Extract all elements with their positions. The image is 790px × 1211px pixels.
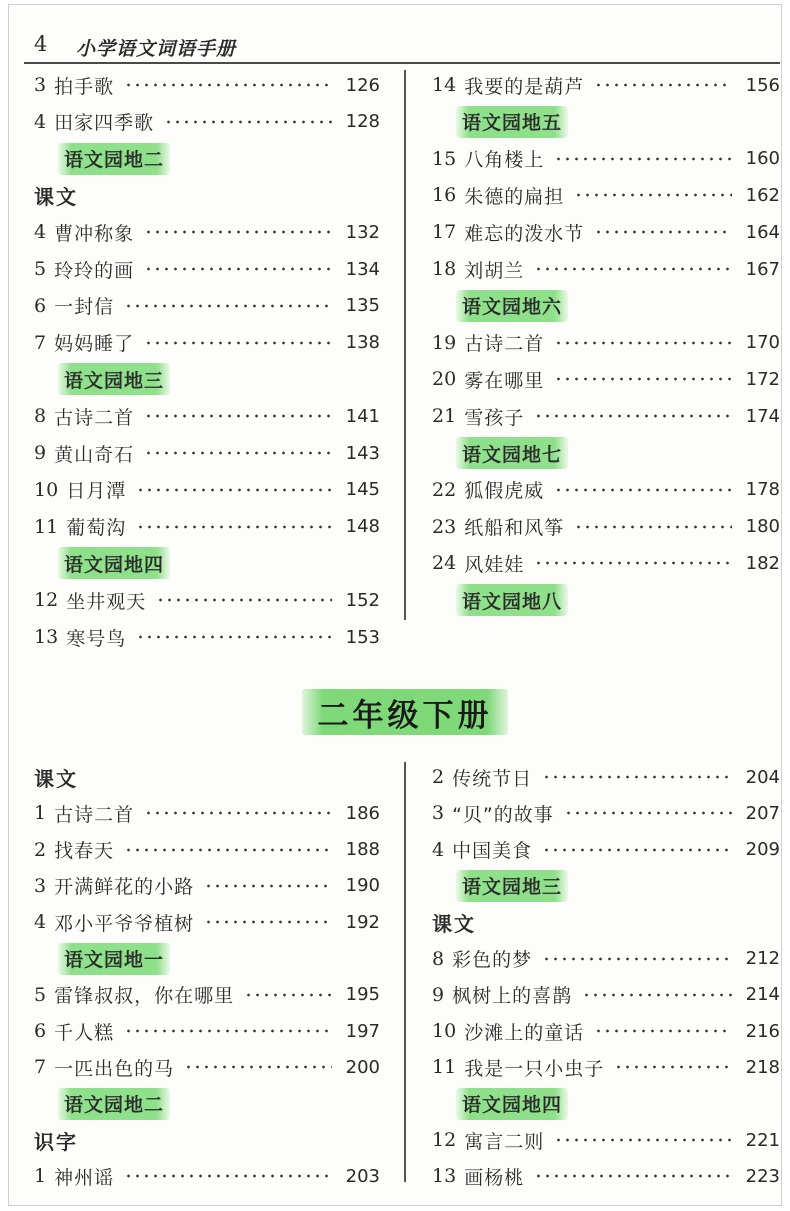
lesson-number: 2: [34, 838, 47, 861]
leader-dots: [144, 267, 332, 271]
leader-dots: [156, 598, 332, 602]
unit-label-highlight: 语文园地二: [58, 1088, 170, 1120]
lesson-number: 12: [432, 1129, 457, 1151]
leader-dots: [124, 1029, 332, 1033]
leader-dots: [574, 193, 732, 197]
lesson-title: 一匹出色的马: [54, 1057, 175, 1080]
toc-entry: [34, 835, 380, 865]
page-ref: 203: [345, 1165, 380, 1187]
lesson-title: 中国美食: [452, 840, 533, 863]
lesson-number: 11: [432, 1056, 457, 1079]
toc-entry: [432, 548, 780, 578]
toc-entry: [34, 798, 380, 828]
leader-dots: [594, 83, 732, 87]
unit-label-highlight: 语文园地三: [58, 363, 170, 395]
lesson-title: 八角楼上: [464, 149, 545, 172]
lesson-title: 一封信: [54, 296, 115, 319]
toc-entry: [432, 1052, 780, 1082]
lesson-title: 拍手歌: [54, 75, 115, 98]
unit-label-highlight: 语文园地一: [58, 943, 170, 975]
unit-label-highlight: 语文园地四: [58, 547, 170, 579]
section-banner: 二年级下册: [302, 689, 508, 735]
toc-entry: [34, 622, 380, 652]
lesson-title: 枫树上的喜鹊: [452, 985, 573, 1008]
leader-dots: [582, 993, 732, 997]
toc-entry: [34, 438, 380, 468]
leader-dots: [594, 230, 732, 234]
page-ref: 221: [745, 1129, 780, 1151]
leader-dots: [594, 1029, 732, 1033]
toc-entry: [34, 328, 380, 358]
toc-entry: [34, 585, 380, 615]
book-title: 小学语文词语手册: [76, 38, 237, 60]
lesson-title: 雾在哪里: [464, 369, 545, 392]
section-heading: 课文: [432, 911, 476, 936]
lesson-number: 7: [34, 1056, 47, 1079]
page-ref: 162: [745, 184, 780, 206]
leader-dots: [534, 561, 732, 565]
lesson-number: 5: [34, 983, 47, 1006]
lesson-title: 雪孩子: [464, 406, 525, 429]
leader-dots: [534, 267, 732, 271]
lesson-number: 13: [432, 1165, 457, 1188]
lesson-number: 20: [432, 368, 457, 391]
lesson-title: 坐井观天: [66, 590, 147, 613]
page-ref: 190: [345, 875, 380, 897]
toc-entry: [432, 217, 780, 247]
page-ref: 204: [745, 766, 780, 788]
page-ref: 214: [745, 984, 780, 1006]
page-ref: 207: [745, 802, 780, 824]
page-ref: 135: [345, 295, 380, 317]
leader-dots: [124, 304, 332, 308]
lesson-number: 16: [432, 184, 457, 207]
lesson-number: 10: [432, 1020, 457, 1043]
leader-dots: [144, 230, 332, 234]
toc-bottom-left-column: [34, 762, 380, 1189]
toc-entry: [432, 70, 780, 100]
leader-dots: [554, 1138, 732, 1142]
lesson-title: 寓言二则: [464, 1130, 545, 1153]
page-ref: 195: [345, 984, 380, 1006]
page-ref: 170: [745, 332, 780, 354]
section-heading: 课文: [34, 184, 78, 209]
lesson-number: 4: [34, 911, 47, 934]
lesson-number: 15: [432, 147, 457, 170]
toc-entry: [34, 1052, 380, 1082]
leader-dots: [136, 635, 332, 639]
toc-entry: [432, 401, 780, 431]
lesson-number: 1: [34, 1165, 47, 1188]
lesson-title: 狐假虎威: [464, 480, 545, 503]
page-number: 4: [34, 32, 48, 56]
toc-entry: [432, 180, 780, 210]
lesson-title: 邓小平爷爷植树: [54, 912, 195, 935]
page-ref: 188: [345, 839, 380, 861]
page-ref: 167: [745, 258, 780, 280]
page-ref: 172: [745, 368, 780, 390]
toc-entry: [432, 1125, 780, 1155]
toc-entry: [432, 254, 780, 284]
leader-dots: [554, 157, 732, 161]
toc-entry: [34, 907, 380, 937]
lesson-number: 11: [34, 515, 59, 538]
lesson-number: 2: [432, 766, 445, 788]
page-ref: 143: [345, 442, 380, 464]
lesson-number: 5: [34, 258, 47, 280]
toc-entry: [34, 512, 380, 542]
toc-entry: [432, 475, 780, 505]
lesson-number: 21: [432, 405, 457, 428]
unit-label-highlight: 语文园地四: [456, 1088, 568, 1120]
toc-entry: [432, 364, 780, 394]
page-ref: 178: [745, 479, 780, 501]
lesson-number: 3: [34, 74, 47, 96]
lesson-title: 难忘的泼水节: [464, 222, 585, 245]
page-ref: 160: [745, 148, 780, 170]
page-ref: 164: [745, 221, 780, 243]
page-header: [24, 30, 780, 64]
toc-entry: [432, 1161, 780, 1191]
toc-entry: [432, 762, 780, 792]
page-ref: 153: [345, 626, 380, 648]
lesson-title: 朱德的扁担: [464, 185, 565, 208]
toc-entry: [34, 291, 380, 321]
unit-label-highlight: 语文园地二: [58, 143, 170, 175]
page-ref: 174: [745, 405, 780, 427]
toc-entry: [432, 944, 780, 974]
lesson-title: 彩色的梦: [452, 949, 533, 971]
toc-entry: [432, 1016, 780, 1046]
lesson-title: 画杨桃: [464, 1166, 525, 1189]
page-ref: 141: [345, 405, 380, 427]
lesson-number: 4: [34, 221, 47, 244]
lesson-title: 葡萄沟: [66, 517, 127, 540]
lesson-title: 刘胡兰: [464, 259, 525, 282]
leader-dots: [204, 920, 332, 924]
lesson-title: 日月潭: [66, 480, 127, 503]
column-divider-bottom: [404, 762, 406, 1182]
leader-dots: [542, 848, 732, 852]
toc-entry: [34, 107, 380, 137]
unit-label-highlight: 语文园地三: [456, 870, 568, 902]
leader-dots: [124, 848, 332, 852]
leader-dots: [574, 525, 732, 529]
lesson-number: 12: [34, 589, 59, 612]
lesson-title: 我是一只小虫子: [464, 1057, 605, 1080]
unit-label-highlight: 语文园地八: [456, 584, 568, 616]
lesson-title: 开满鲜花的小路: [54, 876, 195, 899]
lesson-number: 17: [432, 221, 457, 244]
leader-dots: [124, 83, 332, 87]
lesson-number: 4: [432, 838, 445, 861]
lesson-number: 3: [432, 802, 445, 825]
leader-dots: [136, 525, 332, 529]
leader-dots: [124, 1174, 332, 1178]
lesson-title: 寒号鸟: [66, 627, 127, 650]
leader-dots: [144, 341, 332, 345]
lesson-title: 田家四季歌: [54, 112, 155, 135]
lesson-number: 6: [34, 294, 47, 317]
lesson-number: 9: [432, 983, 445, 1006]
toc-top-right-column: [432, 70, 780, 613]
lesson-title: 黄山奇石: [54, 443, 135, 466]
leader-dots: [144, 414, 332, 418]
lesson-title: 妈妈睡了: [54, 333, 135, 356]
page-ref: 134: [345, 258, 380, 280]
toc-entry: [34, 871, 380, 901]
toc-entry: [34, 475, 380, 505]
page-ref: 128: [345, 111, 380, 133]
lesson-number: 22: [432, 478, 457, 501]
page-ref: 192: [345, 911, 380, 933]
lesson-title: 古诗二首: [54, 803, 135, 826]
lesson-title: 古诗二首: [464, 333, 545, 356]
toc-entry: [432, 328, 780, 358]
lesson-number: 13: [34, 626, 59, 648]
leader-dots: [542, 957, 732, 961]
page-ref: 182: [745, 552, 780, 574]
lesson-title: 传统节日: [452, 767, 533, 790]
leader-dots: [554, 488, 732, 492]
page-ref: 200: [345, 1056, 380, 1078]
lesson-title: 雷锋叔叔，你在哪里: [54, 985, 235, 1008]
lesson-title: 千人糕: [54, 1021, 115, 1044]
page-ref: 138: [345, 332, 380, 354]
page-ref: 132: [345, 221, 380, 243]
page-ref: 156: [745, 74, 780, 96]
lesson-number: 18: [432, 258, 457, 280]
lesson-number: 8: [432, 947, 445, 970]
lesson-number: 19: [432, 331, 457, 354]
leader-dots: [244, 993, 332, 997]
toc-entry: [34, 254, 380, 284]
lesson-title: 纸船和风筝: [464, 517, 565, 540]
page-ref: 180: [745, 516, 780, 538]
lesson-title: 神州谣: [54, 1166, 115, 1189]
toc-entry: [34, 401, 380, 431]
leader-dots: [144, 451, 332, 455]
page-ref: 197: [345, 1020, 380, 1042]
lesson-number: 4: [34, 110, 47, 133]
toc-entry: [34, 217, 380, 247]
lesson-title: 我要的是葫芦: [464, 75, 585, 98]
column-divider-top: [404, 70, 406, 620]
lesson-title: 沙滩上的童话: [464, 1021, 585, 1044]
page-ref: 148: [345, 516, 380, 538]
toc-entry: [34, 1016, 380, 1046]
lesson-number: 24: [432, 552, 457, 575]
lesson-title: 找春天: [54, 840, 115, 863]
section-heading: 识字: [34, 1129, 78, 1154]
unit-label-highlight: 语文园地七: [456, 437, 568, 469]
page-ref: 218: [745, 1056, 780, 1078]
leader-dots: [614, 1065, 732, 1069]
leader-dots: [534, 414, 732, 418]
page-ref: 186: [345, 802, 380, 824]
toc-entry: [432, 835, 780, 865]
toc-entry: [34, 980, 380, 1010]
leader-dots: [136, 488, 332, 492]
lesson-number: 7: [34, 331, 47, 354]
toc-entry: [34, 70, 380, 100]
lesson-number: 3: [34, 874, 47, 897]
lesson-number: 10: [34, 478, 59, 501]
lesson-title: 曹冲称象: [54, 222, 135, 245]
page-ref: 223: [745, 1165, 780, 1187]
toc-entry: [432, 980, 780, 1010]
toc-entry: [432, 798, 780, 828]
lesson-title: 古诗二首: [54, 406, 135, 429]
toc-entry: [34, 1161, 380, 1191]
leader-dots: [184, 1065, 332, 1069]
page-ref: 126: [345, 74, 380, 96]
leader-dots: [554, 377, 732, 381]
leader-dots: [144, 811, 332, 815]
page-ref: 212: [745, 948, 780, 969]
toc-entry: [432, 512, 780, 542]
toc-bottom-right-column: [432, 762, 780, 1189]
lesson-title: 风娃娃: [464, 553, 525, 576]
lesson-number: 8: [34, 405, 47, 428]
leader-dots: [542, 775, 732, 779]
leader-dots: [534, 1174, 732, 1178]
page-ref: 216: [745, 1020, 780, 1042]
lesson-number: 14: [432, 74, 457, 96]
leader-dots: [554, 341, 732, 345]
page-ref: 145: [345, 479, 380, 501]
unit-label-highlight: 语文园地五: [456, 106, 568, 138]
lesson-number: 23: [432, 515, 457, 538]
leader-dots: [164, 120, 332, 124]
toc-entry: [432, 144, 780, 174]
lesson-number: 1: [34, 802, 47, 825]
lesson-title: “贝”的故事: [452, 803, 554, 826]
page-ref: 209: [745, 839, 780, 861]
leader-dots: [204, 884, 332, 888]
leader-dots: [564, 811, 732, 815]
toc-top-left-column: [34, 70, 380, 650]
lesson-number: 6: [34, 1020, 47, 1043]
section-heading: 课文: [34, 766, 78, 791]
lesson-title: 玲玲的画: [54, 259, 135, 282]
page-ref: 152: [345, 589, 380, 611]
unit-label-highlight: 语文园地六: [456, 290, 568, 322]
lesson-number: 9: [34, 442, 47, 464]
